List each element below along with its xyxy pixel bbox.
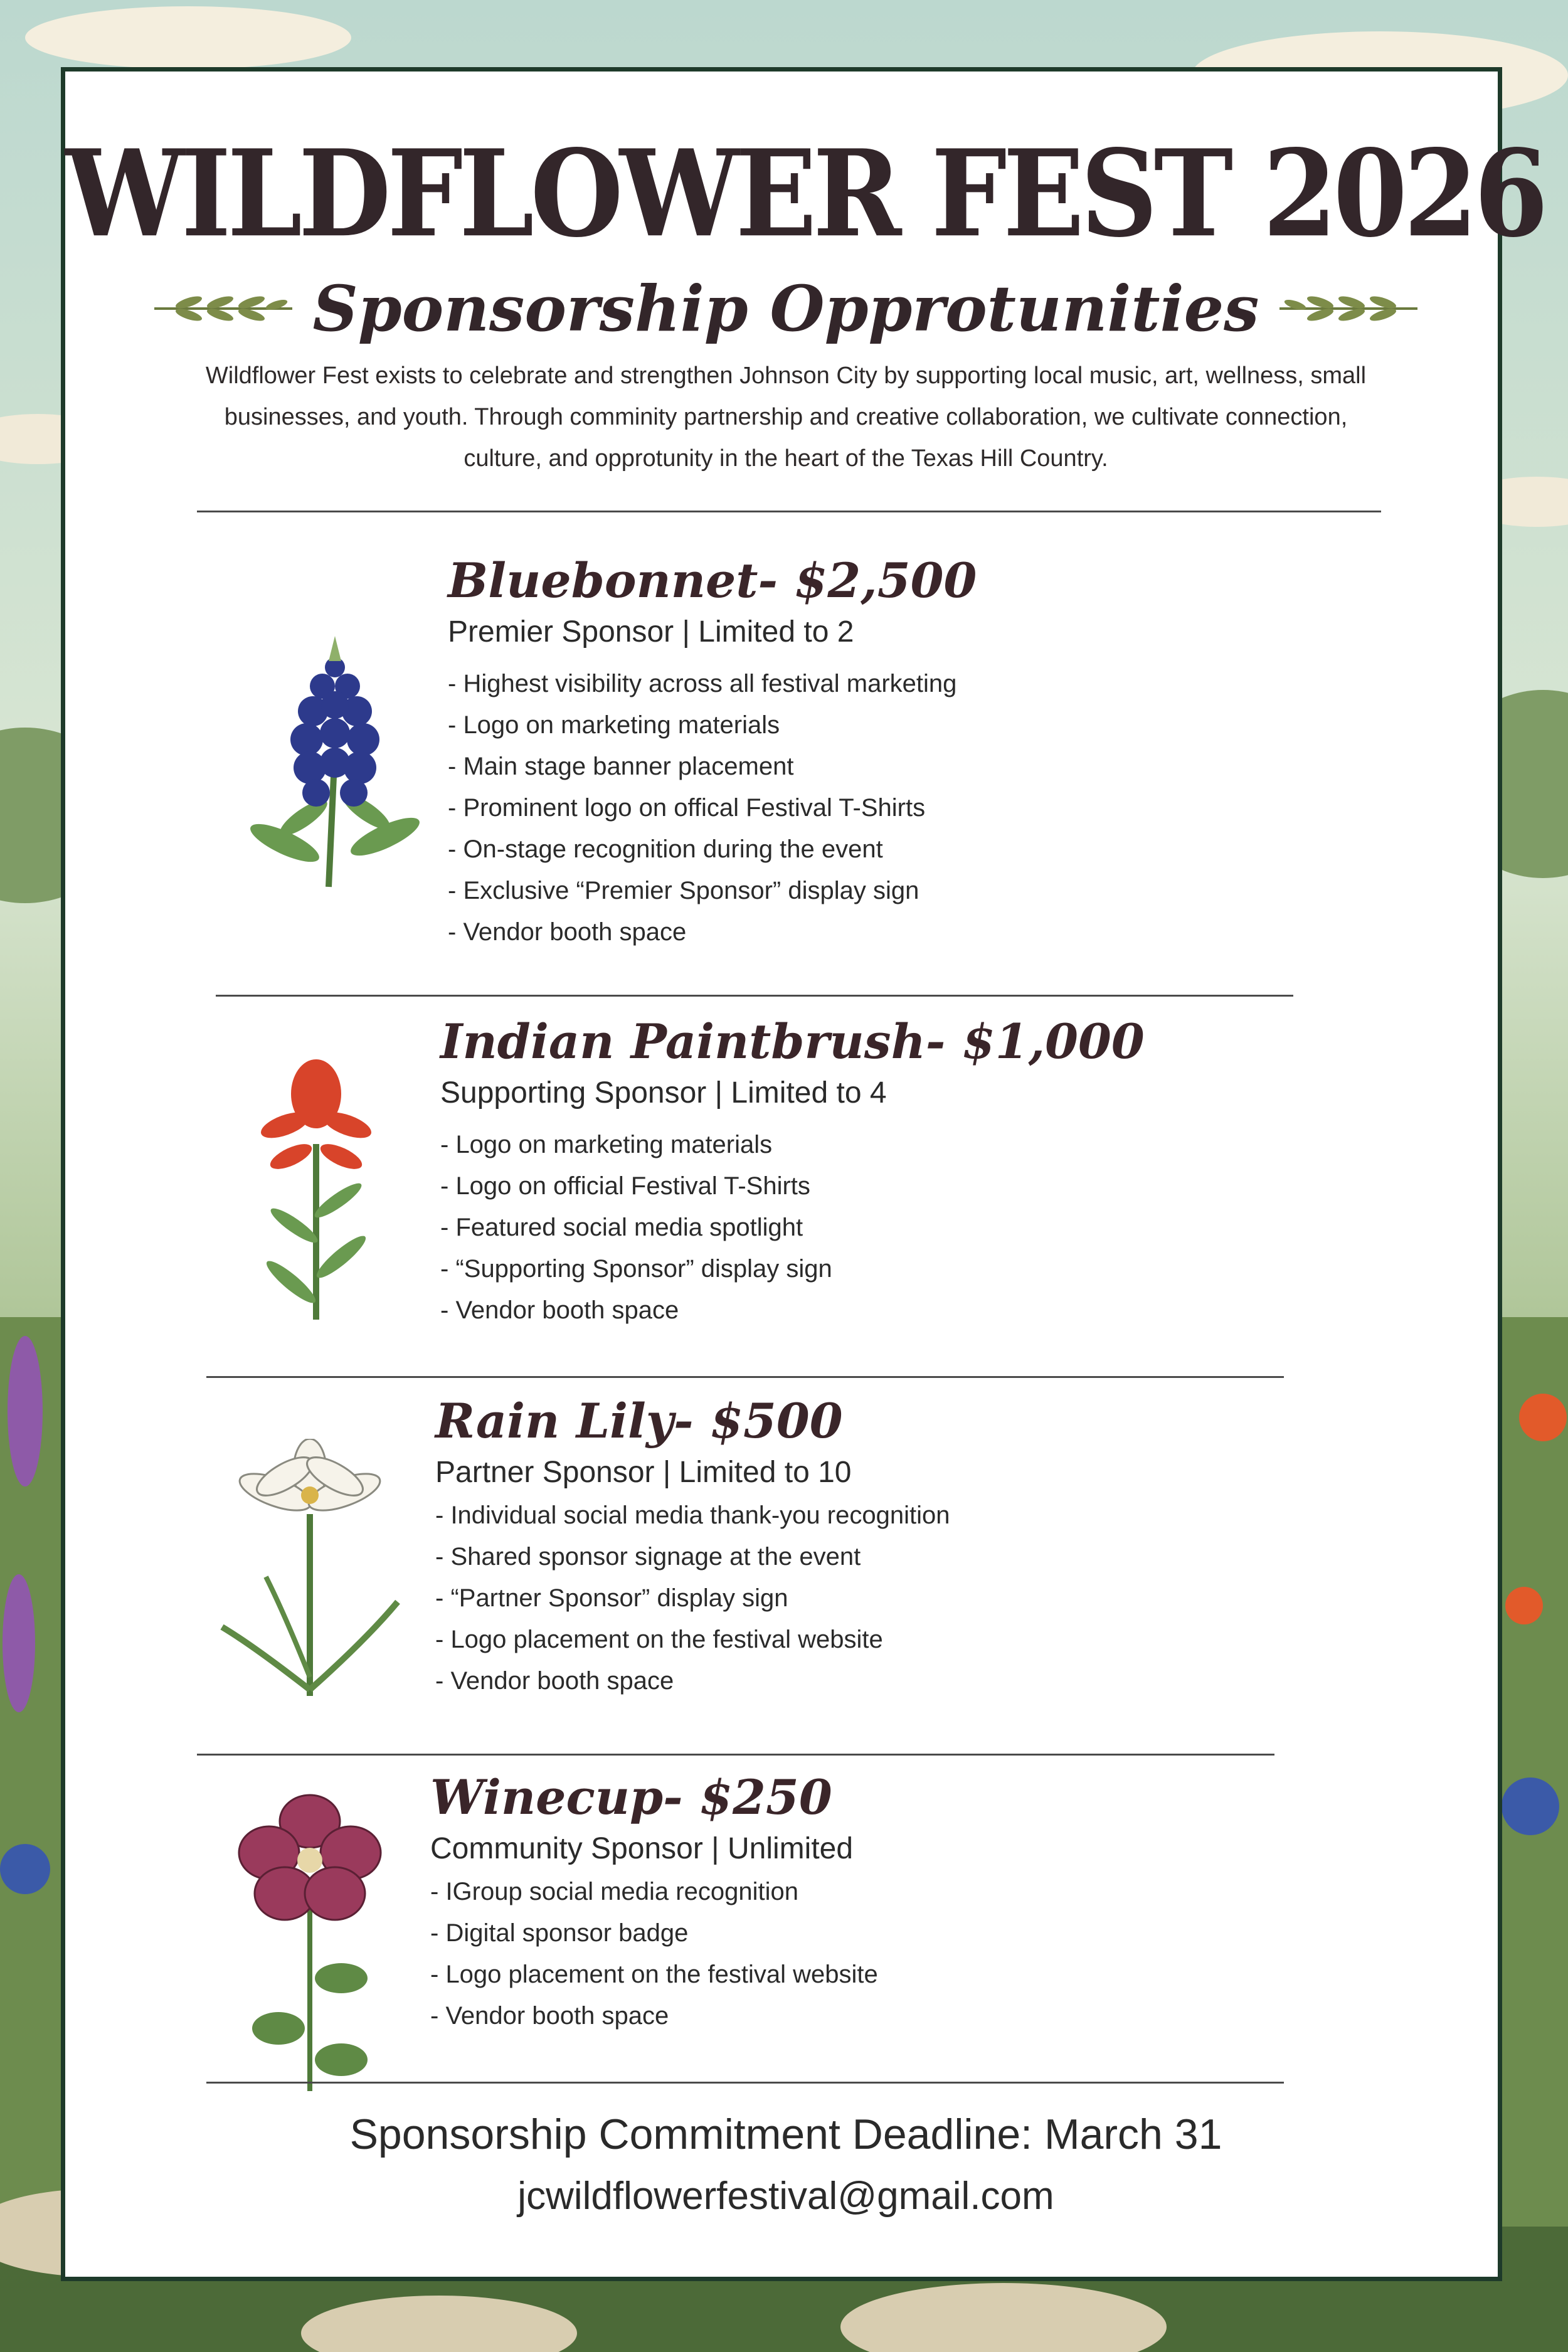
list-item: - Logo on marketing materials xyxy=(448,704,977,746)
list-item: - Digital sponsor badge xyxy=(430,1912,878,1954)
list-item: - Logo placement on the festival website xyxy=(430,1954,878,1995)
list-item: - Prominent logo on offical Festival T-Shirts xyxy=(448,787,977,829)
list-item: - IGroup social media recognition xyxy=(430,1871,878,1912)
benefit-list xyxy=(435,1495,950,1702)
list-item: - Logo placement on the festival website xyxy=(435,1619,950,1660)
list-item: - Vendor booth space xyxy=(430,1995,878,2037)
page-title: WILDFLOWER FEST 2026 xyxy=(65,124,1545,265)
tier-name: Indian Paintbrush- $1,000 xyxy=(440,1014,1145,1069)
list-item: - “Partner Sponsor” display sign xyxy=(435,1577,950,1619)
divider xyxy=(216,995,1293,997)
rain-lily-icon xyxy=(216,1439,404,1702)
list-item: - Logo on marketing materials xyxy=(440,1124,1145,1165)
benefit-list xyxy=(448,663,977,953)
tier-meta: Premier Sponsor | Limited to 2 xyxy=(448,615,854,649)
intro-paragraph: Wildflower Fest exists to celebrate and strengthen Johnson City by supporting local music, art, wellness, small businesses, and youth. Through comminity partnership and creative collaboration, we cultivate connection, culture, and opprotunity in the heart of the Texas Hill Country. xyxy=(205,363,1367,472)
list-item: - Exclusive “Premier Sponsor” display sign xyxy=(448,870,977,911)
tier-rain-lily xyxy=(435,1395,950,1702)
contact-email[interactable]: jcwildflowerfestival@gmail.com xyxy=(517,2175,1054,2218)
list-item: - Highest visibility across all festival marketing xyxy=(448,663,977,704)
divider xyxy=(206,1376,1284,1378)
list-item: - Vendor booth space xyxy=(435,1660,950,1702)
tier-name: Winecup- $250 xyxy=(430,1769,832,1825)
deadline-text: Sponsorship Commitment Deadline: March 31 xyxy=(349,2111,1222,2158)
list-item: - Featured social media spotlight xyxy=(440,1207,1145,1248)
tier-bluebonnet xyxy=(448,554,977,953)
tier-meta: Partner Sponsor | Limited to 10 xyxy=(435,1455,852,1489)
list-item: - Individual social media thank-you recognition xyxy=(435,1495,950,1536)
tier-winecup xyxy=(430,1771,878,2037)
bluebonnet-icon xyxy=(235,623,435,899)
list-item: - “Supporting Sponsor” display sign xyxy=(440,1248,1145,1290)
divider xyxy=(206,2082,1284,2084)
list-item: - Vendor booth space xyxy=(440,1290,1145,1331)
subtitle-row xyxy=(65,271,1507,346)
divider xyxy=(197,1754,1274,1756)
olive-branch-left-icon xyxy=(151,290,295,327)
tier-name: Rain Lily- $500 xyxy=(435,1393,843,1449)
list-item: - Vendor booth space xyxy=(448,911,977,953)
benefit-list xyxy=(430,1871,878,2037)
list-item: - Logo on official Festival T-Shirts xyxy=(440,1165,1145,1207)
list-item: - On-stage recognition during the event xyxy=(448,829,977,870)
tier-name: Bluebonnet- $2,500 xyxy=(448,553,977,608)
paintbrush-icon xyxy=(241,1050,391,1326)
sponsorship-card xyxy=(61,67,1545,2281)
list-item: - Shared sponsor signage at the event xyxy=(435,1536,950,1577)
tier-meta: Supporting Sponsor | Limited to 4 xyxy=(440,1076,887,1110)
page-subtitle: Sponsorship Opprotunities xyxy=(312,272,1259,346)
divider xyxy=(197,511,1381,512)
tier-meta: Community Sponsor | Unlimited xyxy=(430,1831,854,1865)
benefit-list xyxy=(440,1124,1145,1331)
olive-branch-right-icon xyxy=(1276,290,1421,327)
winecup-icon xyxy=(235,1790,385,2097)
list-item: - Main stage banner placement xyxy=(448,746,977,787)
tier-indian-paintbrush xyxy=(440,1015,1145,1331)
